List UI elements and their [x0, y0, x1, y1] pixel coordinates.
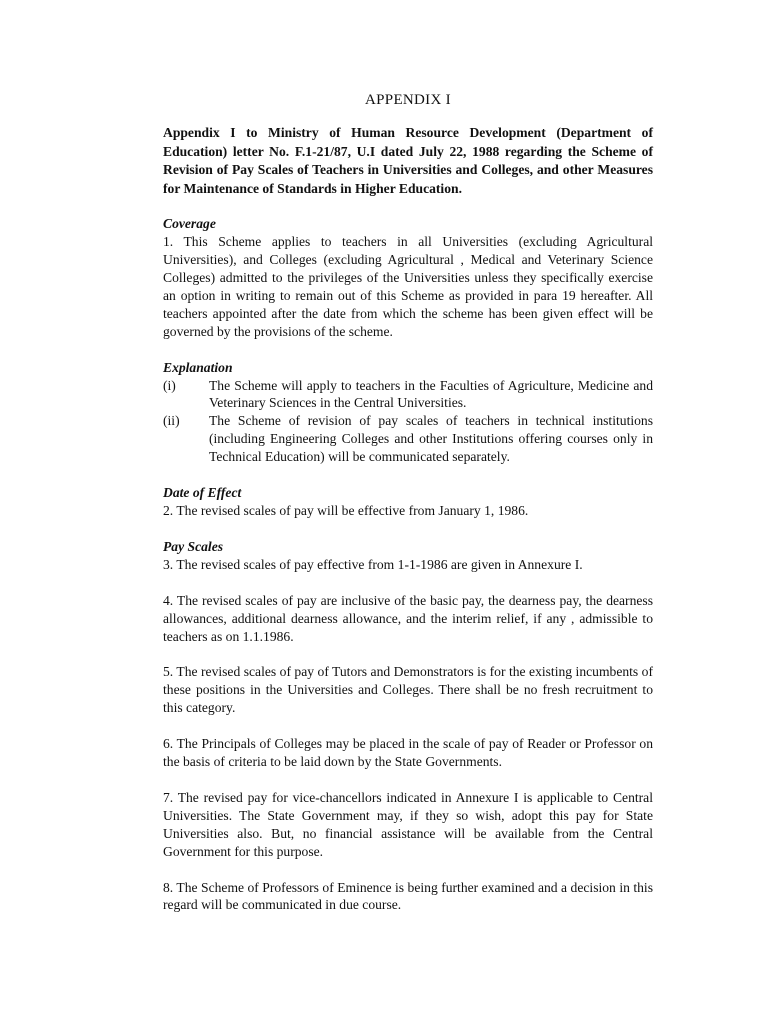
date-of-effect-heading: Date of Effect: [163, 485, 242, 501]
document-page: [163, 92, 653, 932]
paragraph-4: 4. The revised scales of pay are inclusive of the basic pay, the dearness pay, the dearness allowances, additional dearness allowance, and the interim relief, if any , admissible to teachers as on 1.1.1986.: [163, 592, 653, 644]
date-of-effect-paragraph: 2. The revised scales of pay will be effective from January 1, 1986.: [163, 502, 529, 518]
paragraph-5: 5. The revised scales of pay of Tutors and Demonstrators is for the existing incumbents of these positions in the Universities and Colleges. There shall be no fresh recruitment to this category.: [163, 664, 653, 716]
coverage-paragraph: 1. This Scheme applies to teachers in all Universities (excluding Agricultural Universities), and Colleges (excluding Agricultural , Medical and Veterinary Science Colleges) admitted to the privileges of the Universities unless they specifically exercise an option in writing to remain out of this Scheme as provided in para 19 hereafter. All teachers appointed after the date from which the scheme has been given effect will be governed by the provisions of the scheme.: [163, 234, 653, 339]
explanation-heading: Explanation: [163, 359, 233, 375]
paragraph-6: 6. The Principals of Colleges may be placed in the scale of pay of Reader or Professor on the basis of criteria to be laid down by the State Governments.: [163, 736, 653, 770]
coverage-heading: Coverage: [163, 216, 216, 232]
pay-scales-heading: Pay Scales: [163, 538, 224, 554]
paragraph-3: 3. The revised scales of pay effective from 1-1-1986 are given in Annexure I.: [163, 556, 583, 572]
document-title: APPENDIX I: [365, 92, 451, 108]
list-item: [163, 412, 653, 466]
paragraph-7: 7. The revised pay for vice-chancellors indicated in Annexure I is applicable to Central Universities. The State Government may, if they so wish, adopt this pay for State Universities also. But, no financial assistance will be available from the Central Government for this purpose.: [163, 789, 653, 859]
list-item: [163, 377, 653, 413]
list-marker: (ii): [163, 413, 180, 429]
explanation-list: [163, 377, 653, 467]
list-item-text: The Scheme of revision of pay scales of teachers in technical institutions (including Engineering Colleges and other Institutions offering courses only in Technical Education) will be communicated separately.: [209, 413, 653, 465]
list-item-text: The Scheme will apply to teachers in the Faculties of Agriculture, Medicine and Veterinary Sciences in the Central Universities.: [209, 377, 653, 411]
list-marker: (i): [163, 377, 176, 393]
paragraph-8: 8. The Scheme of Professors of Eminence is being further examined and a decision in this regard will be communicated in due course.: [163, 879, 653, 913]
intro-paragraph: Appendix I to Ministry of Human Resource Development (Department of Education) letter No. F.1-21/87, U.I dated July 22, 1988 regarding the Scheme of Revision of Pay Scales of Teachers in Universities and Colleges, and other Measures for Maintenance of Standards in Higher Education.: [163, 124, 653, 196]
